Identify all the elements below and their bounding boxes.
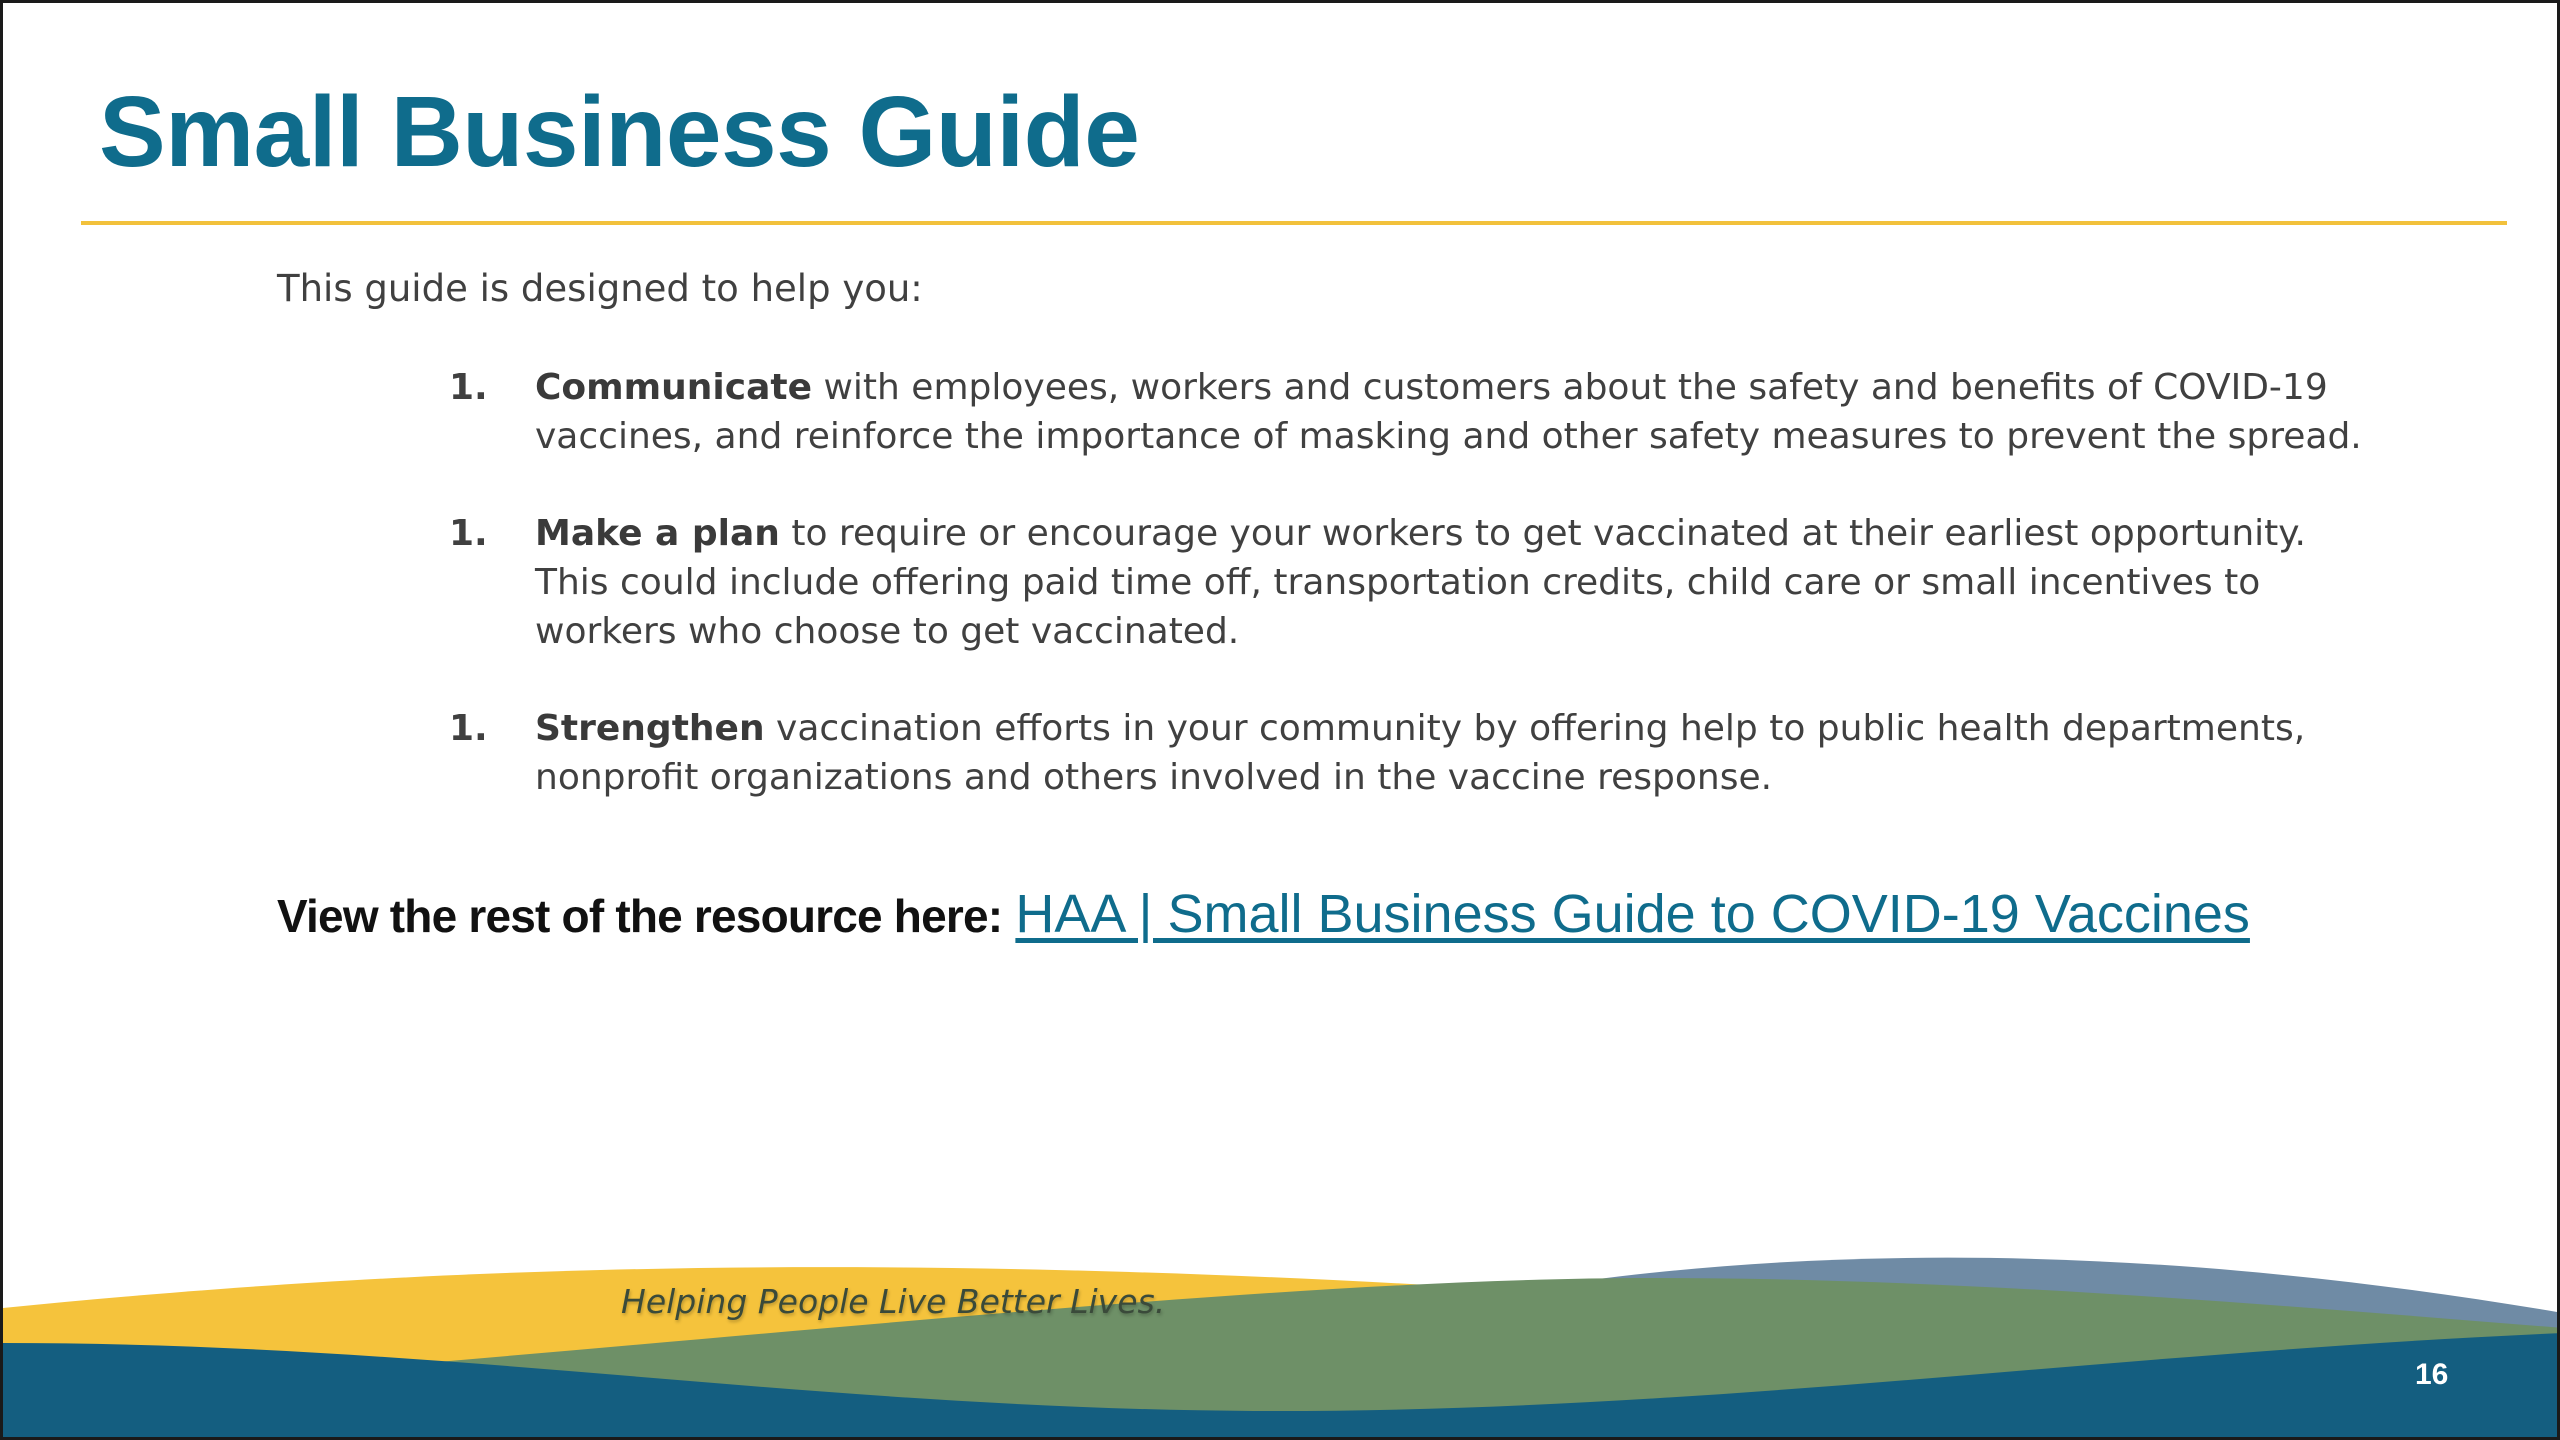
list-item-keyword: Make a plan: [535, 513, 780, 554]
list-item-keyword: Strengthen: [535, 708, 765, 749]
list-number: 1.: [449, 708, 488, 749]
list-number: 1.: [449, 367, 488, 408]
list-item-text: with employees, workers and customers about the safety and benefits of COVID-19 vaccines, and reinforce the importance of masking and other safety measures to prevent the spread.: [535, 367, 2362, 457]
intro-text: This guide is designed to help you:: [277, 267, 923, 310]
list-item: [449, 509, 2389, 656]
resource-label: View the rest of the resource here:: [277, 890, 1003, 942]
resource-link[interactable]: HAA | Small Business Guide to COVID-19 Vaccines: [1015, 884, 2250, 944]
tagline: Helping People Live Better Lives.: [621, 1282, 1166, 1321]
list-number: 1.: [449, 513, 488, 554]
list-item-text: vaccination efforts in your community by offering help to public health departments, nonprofit organizations and others involved in the vaccine response.: [535, 708, 2306, 798]
list-item: [449, 363, 2389, 461]
list-item: [449, 704, 2389, 802]
title-divider: [81, 221, 2507, 225]
footer-waves: [3, 1223, 2560, 1440]
list-item-keyword: Communicate: [535, 367, 813, 408]
page-number: 16: [2415, 1358, 2449, 1391]
slide-title: Small Business Guide: [99, 76, 1140, 188]
resource-row: [277, 883, 2250, 945]
list-item-text: to require or encourage your workers to get vaccinated at their earliest opportunity. This could include offering paid time off, transportation credits, child care or small incentives to workers who choose to get vaccinated.: [535, 513, 2306, 652]
goals-list: [449, 363, 2389, 850]
